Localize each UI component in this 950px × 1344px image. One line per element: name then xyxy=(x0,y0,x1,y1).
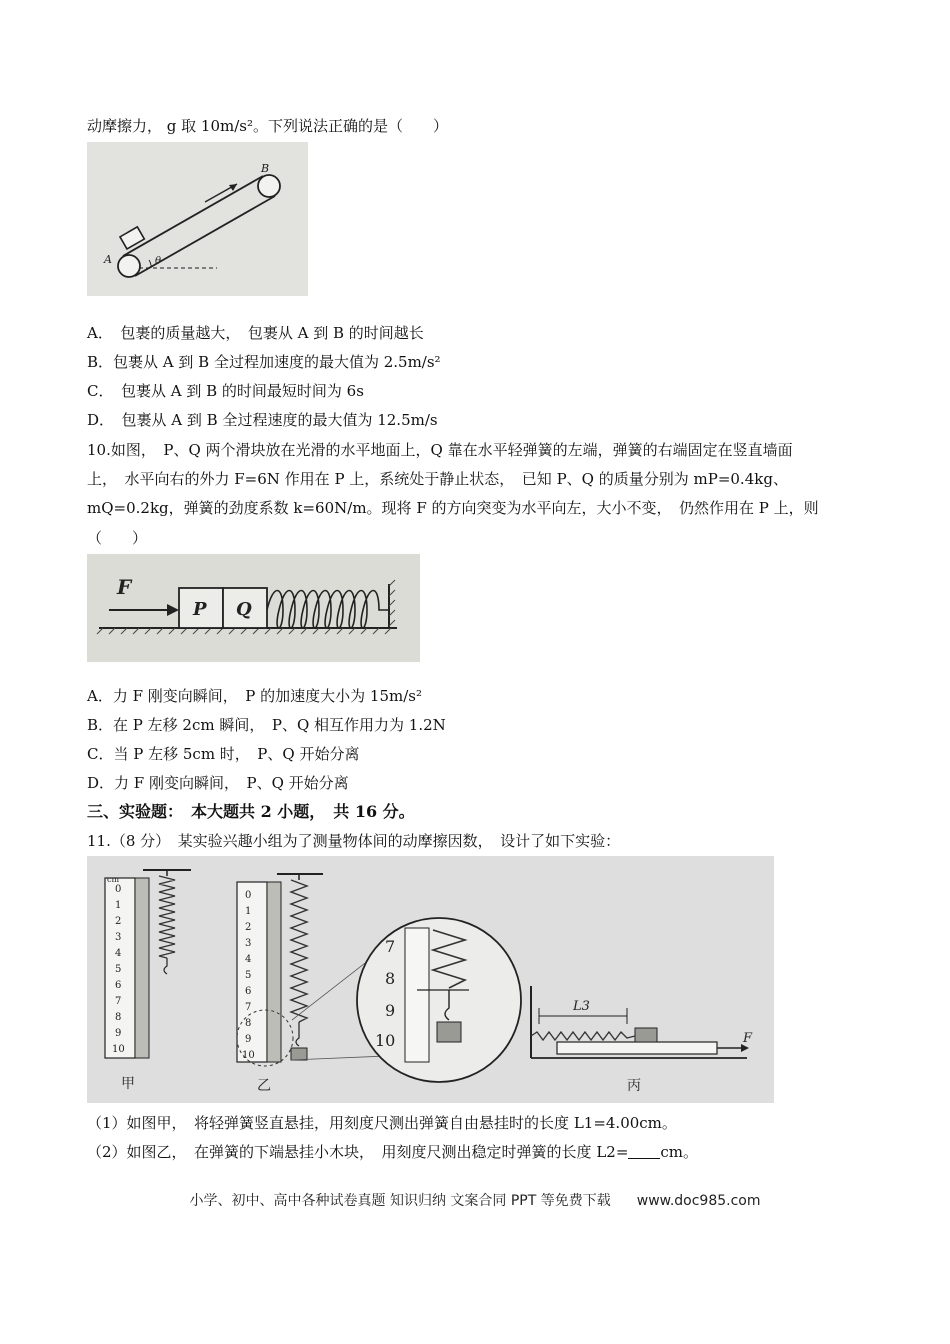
q9-option-c: C． 包裹从 A 到 B 的时间最短时间为 6s xyxy=(87,382,364,400)
conveyor-figure xyxy=(87,142,308,296)
yi-tick-9: 9 xyxy=(245,1034,252,1045)
q11-part-2-text: （2）如图乙， 在弹簧的下端悬挂小木块， 用刻度尺测出稳定时弹簧的长度 L2= xyxy=(87,1143,629,1161)
label-bing: 丙 xyxy=(627,1078,641,1094)
yi-tick-8: 8 xyxy=(245,1018,252,1029)
yi-tick-1: 1 xyxy=(245,906,252,917)
yi-tick-3: 3 xyxy=(245,938,252,949)
tick-6: 6 xyxy=(115,980,122,991)
yi-tick-2: 2 xyxy=(245,922,252,933)
label-a: A xyxy=(104,253,112,266)
footer-text: 小学、初中、高中各种试卷真题 知识归纳 文案合同 PPT 等免费下载 xyxy=(189,1193,611,1209)
q11-part-2 xyxy=(87,1142,698,1162)
zoom-tick-8: 8 xyxy=(385,969,396,988)
label-b: B xyxy=(261,162,270,175)
tick-10: 10 xyxy=(112,1044,125,1055)
label-f-bing: F xyxy=(743,1031,753,1046)
label-p: P xyxy=(193,599,207,620)
unit-label-jia: cm xyxy=(107,875,120,884)
yi-tick-10: 10 xyxy=(242,1050,255,1061)
tick-7: 7 xyxy=(115,996,122,1007)
q9-option-b: B．包裹从 A 到 B 全过程加速度的最大值为 2.5m/s² xyxy=(87,353,441,371)
q9-option-d: D． 包裹从 A 到 B 全过程速度的最大值为 12.5m/s xyxy=(87,411,438,429)
footer-site-link[interactable]: www.doc985.com xyxy=(636,1193,761,1209)
tick-0: 0 xyxy=(115,884,122,895)
q10-stem-3: mQ=0.2kg，弹簧的劲度系数 k=60N/m。现将 F 的方向突变为水平向左，大小不变， 仍然作用在 P 上，则 xyxy=(87,499,819,517)
experiment-diagram xyxy=(87,856,774,1103)
tick-8: 8 xyxy=(115,1012,122,1023)
spring-block-figure xyxy=(87,554,420,662)
q10-stem-1: 10.如图， P、Q 两个滑块放在光滑的水平地面上，Q 靠在水平轻弹簧的左端，弹簧的右端固定在竖直墙面 xyxy=(87,441,793,459)
label-l3: L3 xyxy=(573,999,590,1014)
yi-tick-6: 6 xyxy=(245,986,252,997)
experiment-figure xyxy=(87,856,774,1103)
q11-stem: 11.（8 分） 某实验兴趣小组为了测量物体间的动摩擦因数， 设计了如下实验： xyxy=(87,832,621,850)
q11-part-2-unit: cm。 xyxy=(660,1143,699,1161)
tick-9: 9 xyxy=(115,1028,122,1039)
tick-4: 4 xyxy=(115,948,122,959)
label-f: F xyxy=(117,575,132,599)
q11-part-1: （1）如图甲， 将轻弹簧竖直悬挂，用刻度尺测出弹簧自由悬挂时的长度 L1=4.00cm。 xyxy=(87,1114,677,1132)
q10-option-a: A．力 F 刚变向瞬间， P 的加速度大小为 15m/s² xyxy=(87,687,422,705)
q10-option-c: C．当 P 左移 5cm 时， P、Q 开始分离 xyxy=(87,745,360,763)
zoom-tick-7: 7 xyxy=(385,937,396,956)
yi-tick-7: 7 xyxy=(245,1002,252,1013)
intro-line: 动摩擦力， g 取 10m/s²。下列说法正确的是（ ） xyxy=(87,117,448,135)
tick-2: 2 xyxy=(115,916,122,927)
label-q: Q xyxy=(236,599,252,620)
footer xyxy=(0,1190,950,1210)
tick-5: 5 xyxy=(115,964,122,975)
label-theta: θ xyxy=(155,256,162,267)
tick-3: 3 xyxy=(115,932,122,943)
zoom-circle xyxy=(357,918,521,1082)
q9-option-a: A． 包裹的质量越大， 包裹从 A 到 B 的时间越长 xyxy=(87,324,424,342)
yi-tick-0: 0 xyxy=(245,890,252,901)
section-3-title: 三、实验题： 本大题共 2 小题， 共 16 分。 xyxy=(87,802,415,821)
q10-option-b: B．在 P 左移 2cm 瞬间， P、Q 相互作用力为 1.2N xyxy=(87,716,446,734)
q10-option-d: D．力 F 刚变向瞬间， P、Q 开始分离 xyxy=(87,774,349,792)
zoom-tick-10: 10 xyxy=(375,1031,396,1050)
zoom-tick-9: 9 xyxy=(385,1001,396,1020)
conveyor-diagram xyxy=(87,142,308,296)
label-jia: 甲 xyxy=(121,1076,135,1092)
yi-tick-4: 4 xyxy=(245,954,252,965)
q10-stem-2: 上， 水平向右的外力 F=6N 作用在 P 上，系统处于静止状态， 已知 P、Q 的质量分别为 mP=0.4kg、 xyxy=(87,470,788,488)
label-yi: 乙 xyxy=(257,1078,271,1094)
q10-stem-4: （ ） xyxy=(87,529,148,547)
spring-block-diagram xyxy=(87,554,420,662)
answer-blank[interactable] xyxy=(628,1144,660,1159)
yi-tick-5: 5 xyxy=(245,970,252,981)
tick-1: 1 xyxy=(115,900,122,911)
